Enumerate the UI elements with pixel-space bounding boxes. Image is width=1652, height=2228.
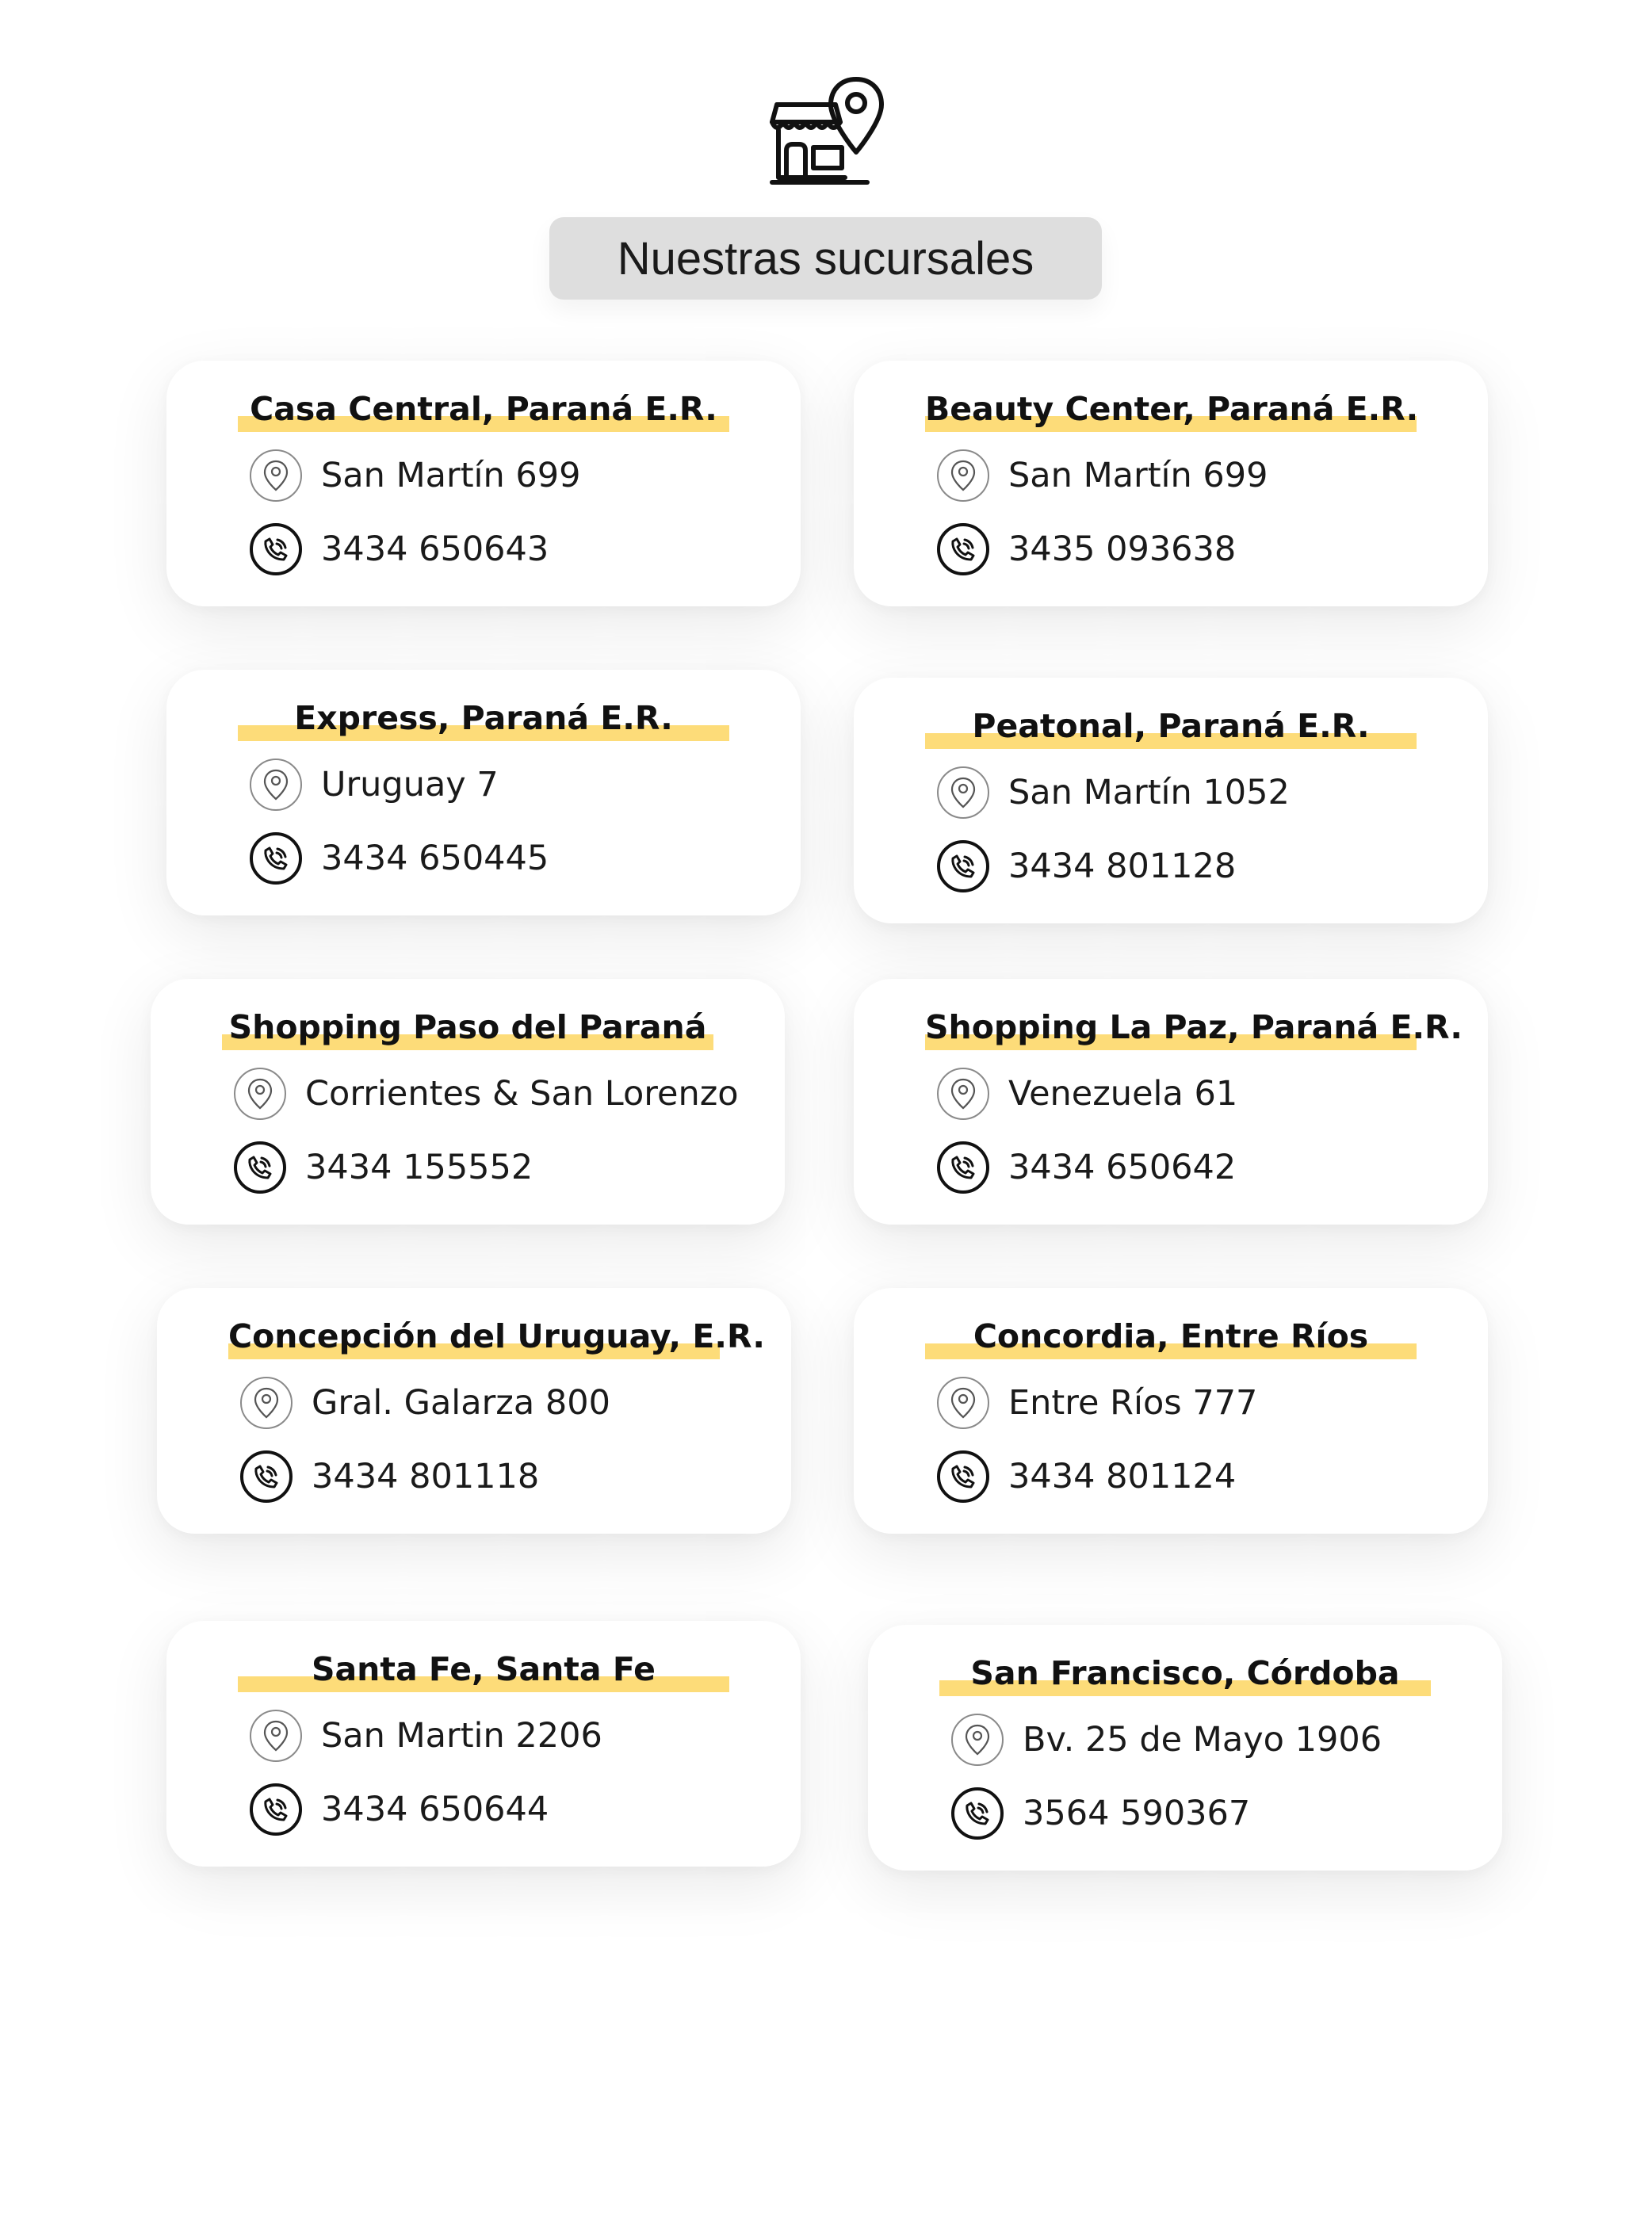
- branch-card: [868, 1625, 1502, 1871]
- branch-name: San Francisco, Córdoba: [970, 1654, 1400, 1692]
- branch-phone[interactable]: 3564 590367: [1023, 1794, 1251, 1833]
- phone-icon: [937, 1141, 989, 1194]
- branch-phone[interactable]: 3434 650642: [1008, 1148, 1237, 1187]
- phone-icon: [250, 832, 302, 885]
- branch-address-row: [250, 1708, 602, 1764]
- branch-name: Beauty Center, Paraná E.R.: [925, 390, 1419, 428]
- branch-address: Uruguay 7: [321, 765, 499, 804]
- branch-phone[interactable]: 3435 093638: [1008, 529, 1237, 569]
- branch-title: [238, 690, 729, 746]
- branch-phone[interactable]: 3434 801124: [1008, 1457, 1237, 1496]
- branch-card: [157, 1288, 791, 1534]
- branch-phone[interactable]: 3434 801128: [1008, 846, 1237, 886]
- branch-phone-row[interactable]: [240, 1449, 539, 1504]
- phone-icon: [240, 1450, 293, 1503]
- branch-address: San Martín 1052: [1008, 773, 1290, 812]
- map-pin-icon: [937, 449, 989, 502]
- map-pin-icon: [937, 766, 989, 819]
- branch-phone-row[interactable]: [250, 1782, 549, 1837]
- branch-address-row: [937, 1375, 1257, 1431]
- map-pin-icon: [234, 1068, 286, 1120]
- branch-address: Gral. Galarza 800: [312, 1383, 610, 1423]
- branch-title: [925, 1309, 1417, 1364]
- branch-card: [166, 1621, 801, 1867]
- phone-icon: [250, 1783, 302, 1836]
- branch-title: [228, 1309, 765, 1364]
- branch-title: [222, 999, 713, 1055]
- branch-phone-row[interactable]: [234, 1140, 533, 1195]
- branch-phone-row[interactable]: [951, 1786, 1250, 1841]
- branch-address: Venezuela 61: [1008, 1074, 1238, 1114]
- branch-address-row: [937, 765, 1290, 820]
- branch-title: [238, 1641, 729, 1697]
- branch-address: Entre Ríos 777: [1008, 1383, 1258, 1423]
- phone-icon: [937, 1450, 989, 1503]
- page-title: Nuestras sucursales: [617, 232, 1034, 285]
- branch-card: [854, 979, 1488, 1225]
- branch-card: [854, 678, 1488, 923]
- branch-card: [854, 361, 1488, 606]
- branch-phone-row[interactable]: [937, 1140, 1236, 1195]
- branch-address: Corrientes & San Lorenzo: [305, 1074, 739, 1114]
- phone-icon: [234, 1141, 286, 1194]
- branch-title: [925, 999, 1463, 1055]
- branch-phone-row[interactable]: [937, 839, 1236, 894]
- branch-card: [854, 1288, 1488, 1534]
- branch-name: Concordia, Entre Ríos: [973, 1317, 1369, 1355]
- branch-address-row: [240, 1375, 610, 1431]
- map-pin-icon: [951, 1714, 1004, 1766]
- branch-name: Peatonal, Paraná E.R.: [972, 707, 1370, 745]
- branch-card: [166, 361, 801, 606]
- branch-name: Concepción del Uruguay, E.R.: [228, 1317, 765, 1355]
- branch-phone[interactable]: 3434 801118: [312, 1457, 540, 1496]
- branch-name: Express, Paraná E.R.: [294, 699, 673, 737]
- phone-icon: [250, 523, 302, 575]
- branch-name: Santa Fe, Santa Fe: [311, 1650, 656, 1688]
- map-pin-icon: [250, 1710, 302, 1762]
- branch-phone-row[interactable]: [250, 831, 549, 886]
- phone-icon: [937, 523, 989, 575]
- section-title-badge: [549, 217, 1102, 300]
- branch-address-row: [937, 448, 1268, 503]
- branch-title: [238, 381, 729, 437]
- branch-address-row: [937, 1066, 1237, 1122]
- branch-address: San Martin 2206: [321, 1716, 602, 1756]
- branch-address-row: [250, 757, 499, 812]
- branch-address-row: [250, 448, 581, 503]
- branch-card: [166, 670, 801, 915]
- branch-address: Bv. 25 de Mayo 1906: [1023, 1720, 1382, 1760]
- map-pin-icon: [250, 449, 302, 502]
- branch-phone-row[interactable]: [250, 522, 549, 577]
- store-location-icon: [767, 73, 885, 190]
- map-pin-icon: [240, 1377, 293, 1429]
- branch-phone[interactable]: 3434 650445: [321, 839, 549, 878]
- branch-address-row: [951, 1712, 1382, 1767]
- branch-address: San Martín 699: [1008, 456, 1268, 495]
- map-pin-icon: [937, 1068, 989, 1120]
- branch-phone-row[interactable]: [937, 1449, 1236, 1504]
- map-pin-icon: [937, 1377, 989, 1429]
- branch-phone[interactable]: 3434 650644: [321, 1790, 549, 1829]
- map-pin-icon: [250, 759, 302, 811]
- phone-icon: [937, 840, 989, 892]
- branch-phone-row[interactable]: [937, 522, 1236, 577]
- branch-address-row: [234, 1066, 739, 1122]
- branch-title: [925, 381, 1417, 437]
- branch-name: Casa Central, Paraná E.R.: [250, 390, 717, 428]
- branch-name: Shopping Paso del Paraná: [228, 1008, 707, 1046]
- branch-phone[interactable]: 3434 155552: [305, 1148, 533, 1187]
- phone-icon: [951, 1787, 1004, 1840]
- branch-card: [151, 979, 785, 1225]
- branch-phone[interactable]: 3434 650643: [321, 529, 549, 569]
- branch-title: [939, 1645, 1431, 1701]
- branch-title: [925, 698, 1417, 754]
- branch-name: Shopping La Paz, Paraná E.R.: [925, 1008, 1463, 1046]
- branch-address: San Martín 699: [321, 456, 581, 495]
